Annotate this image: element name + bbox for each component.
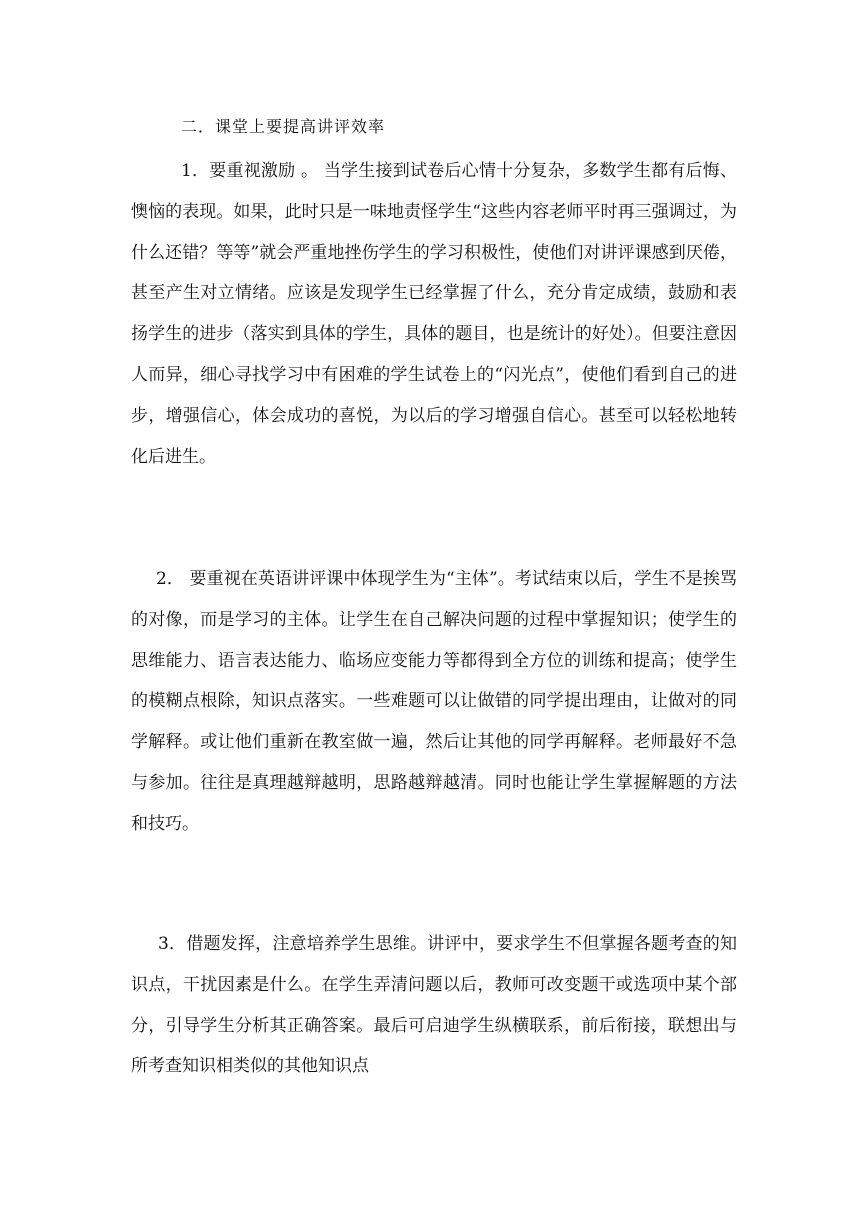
section-heading: 二．课堂上要提高讲评效率 bbox=[181, 117, 386, 136]
paragraph-motivation: 1．要重视激励 。 当学生接到试卷后心情十分复杂，多数学生都有后悔、懊恼的表现。如果，此时只是一味地责怪学生“这些内容老师平时再三强调过，为什么还错？等等”就会严重地挫伤学生的学习积极性，使他们对讲评课感到厌倦，甚至产生对立情绪。应该是发现学生已经掌握了什么，充分肯定成绩，鼓励和表扬学生的进步（落实到具体的学生，具体的题目，也是统计的好处）。但要注意因人而异，细心寻找学习中有困难的学生试卷上的“闪光点”，使他们看到自己的进步，增强信心，体会成功的喜悦，为以后的学习增强自信心。甚至可以轻松地转化后进生。 bbox=[131, 161, 737, 467]
paragraph-thinking-training: 3．借题发挥，注意培养学生思维。讲评中，要求学生不但掌握各题考查的知识点，干扰因素是什么。在学生弄清问题以后，教师可改变题干或选项中某个部分，引导学生分析其正确答案。最后可启迪学生纵横联系，前后衔接，联想出与所考查知识相类似的其他知识点 bbox=[131, 934, 737, 1077]
paragraph-student-subject: 2． 要重视在英语讲评课中体现学生为“主体”。考试结束以后，学生不是挨骂的对像，而是学习的主体。让学生在自己解决问题的过程中掌握知识；使学生的思维能力、语言表达能力、临场应变能力等都得到全方位的训练和提高；使学生的模糊点根除，知识点落实。一些难题可以让做错的同学提出理由，让做对的同学解释。或让他们重新在教室做一遍，然后让其他的同学再解释。老师最好不急与参加。往往是真理越辩越明，思路越辩越清。同时也能让学生掌握解题的方法和技巧。 bbox=[131, 569, 737, 834]
